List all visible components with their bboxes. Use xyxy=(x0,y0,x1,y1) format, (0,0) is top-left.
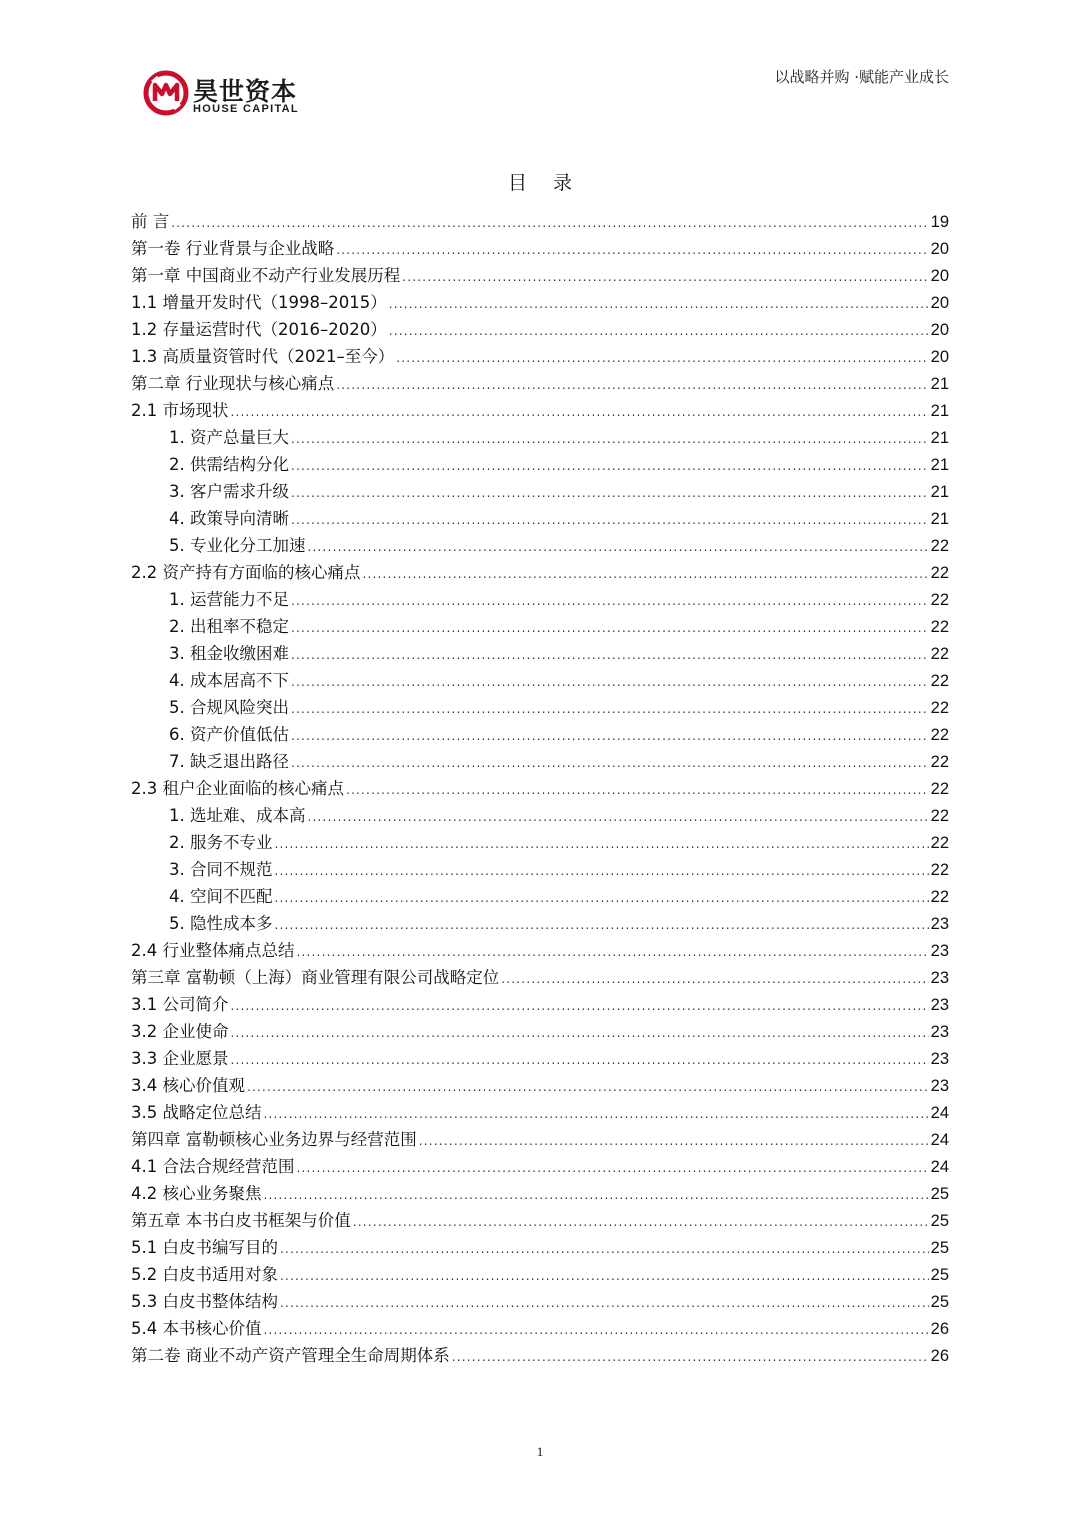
toc-leader-dots xyxy=(231,993,929,1020)
toc-leader-dots xyxy=(336,237,928,264)
toc-entry-title: 2.4 行业整体痛点总结 xyxy=(131,941,295,960)
toc-leader-dots xyxy=(280,1290,929,1317)
toc-leader-dots xyxy=(291,723,929,750)
toc-entry-title: 1.2 存量运营时代（2016–2020） xyxy=(131,320,387,339)
toc-entry-page: 22 xyxy=(930,726,949,744)
toc-entry[interactable] xyxy=(131,262,949,289)
logo-chinese-name: 昊世资本 xyxy=(193,77,298,106)
toc-entry-title: 6. 资产价值低估 xyxy=(169,725,289,744)
toc-entry[interactable] xyxy=(131,1207,949,1234)
toc-entry[interactable] xyxy=(131,802,949,829)
toc-entry-page: 23 xyxy=(930,1023,949,1041)
toc-leader-dots xyxy=(291,426,929,453)
toc-leader-dots xyxy=(275,858,929,885)
toc-entry-page: 22 xyxy=(930,645,949,663)
toc-entry-title: 第五章 本书白皮书框架与价值 xyxy=(131,1211,351,1230)
toc-leader-dots xyxy=(291,750,929,777)
toc-leader-dots xyxy=(275,831,929,858)
toc-entry[interactable] xyxy=(131,910,949,937)
toc-entry-title: 第四章 富勒顿核心业务边界与经营范围 xyxy=(131,1130,417,1149)
toc-entry-page: 21 xyxy=(930,429,949,447)
toc-entry-page: 22 xyxy=(930,564,949,582)
toc-entry[interactable] xyxy=(131,721,949,748)
toc-entry-title: 2. 供需结构分化 xyxy=(169,455,289,474)
toc-entry-title: 5.4 本书核心价值 xyxy=(131,1319,262,1338)
toc-entry-title: 3. 合同不规范 xyxy=(169,860,273,879)
toc-entry-title: 第一卷 行业背景与企业战略 xyxy=(131,239,335,258)
toc-entry-title: 第三章 富勒顿（上海）商业管理有限公司战略定位 xyxy=(131,968,500,987)
toc-entry[interactable] xyxy=(131,1234,949,1261)
toc-entry-page: 22 xyxy=(930,618,949,636)
toc-entry-page: 23 xyxy=(930,1077,949,1095)
toc-entry[interactable] xyxy=(131,1261,949,1288)
toc-title: 目 录 xyxy=(507,172,583,194)
toc-leader-dots xyxy=(280,1236,929,1263)
toc-entry-title: 1. 运营能力不足 xyxy=(169,590,289,609)
toc-leader-dots xyxy=(452,1344,929,1371)
toc-entry-title: 7. 缺乏退出路径 xyxy=(169,752,289,771)
toc-leader-dots xyxy=(291,588,929,615)
toc-entry[interactable] xyxy=(131,1045,949,1072)
toc-leader-dots xyxy=(231,1047,929,1074)
toc-entry-page: 25 xyxy=(930,1239,949,1257)
toc-entry-page: 22 xyxy=(930,780,949,798)
toc-entry[interactable] xyxy=(131,586,949,613)
toc-entry-title: 3.3 企业愿景 xyxy=(131,1049,229,1068)
toc-leader-dots xyxy=(389,291,929,318)
toc-entry[interactable] xyxy=(131,451,949,478)
toc-leader-dots xyxy=(363,561,929,588)
toc-leader-dots xyxy=(308,534,929,561)
toc-leader-dots xyxy=(275,912,929,939)
toc-leader-dots xyxy=(389,318,929,345)
toc-entry-title: 4.1 合法合规经营范围 xyxy=(131,1157,295,1176)
toc-entry-title: 4. 政策导向清晰 xyxy=(169,509,289,528)
toc-leader-dots xyxy=(231,399,929,426)
toc-entry-page: 22 xyxy=(930,753,949,771)
toc-entry-page: 22 xyxy=(930,807,949,825)
toc-entry-title: 3.5 战略定位总结 xyxy=(131,1103,262,1122)
toc-leader-dots xyxy=(291,480,929,507)
toc-leader-dots xyxy=(291,615,929,642)
toc-entry[interactable] xyxy=(131,964,949,991)
toc-entry-page: 20 xyxy=(930,321,949,339)
toc-leader-dots xyxy=(291,642,929,669)
toc-leader-dots xyxy=(419,1128,929,1155)
toc-entry-page: 25 xyxy=(930,1185,949,1203)
toc-leader-dots xyxy=(308,804,929,831)
toc-entry-page: 22 xyxy=(930,834,949,852)
toc-entry-title: 5.1 白皮书编写目的 xyxy=(131,1238,278,1257)
toc-leader-dots xyxy=(346,777,929,804)
header-slogan: 以战略并购 ·赋能产业成长 xyxy=(774,68,949,86)
toc-entry-page: 26 xyxy=(930,1347,949,1365)
toc-entry[interactable] xyxy=(131,316,949,343)
toc-entry[interactable] xyxy=(131,748,949,775)
page-number: 1 xyxy=(536,1444,544,1459)
toc-entry[interactable] xyxy=(131,478,949,505)
toc-entry[interactable] xyxy=(131,667,949,694)
toc-entry-page: 23 xyxy=(930,996,949,1014)
toc-entry[interactable] xyxy=(131,1315,949,1342)
toc-entry-title: 2.2 资产持有方面临的核心痛点 xyxy=(131,563,361,582)
toc-entry[interactable] xyxy=(131,856,949,883)
toc-entry-title: 2.3 租户企业面临的核心痛点 xyxy=(131,779,344,798)
toc-entry-page: 21 xyxy=(930,483,949,501)
toc-leader-dots xyxy=(291,507,929,534)
toc-entry-page: 26 xyxy=(930,1320,949,1338)
toc-entry-title: 1. 选址难、成本高 xyxy=(169,806,306,825)
toc-entry-page: 25 xyxy=(930,1293,949,1311)
toc-entry-page: 20 xyxy=(930,267,949,285)
toc-entry-page: 25 xyxy=(930,1212,949,1230)
toc-entry[interactable] xyxy=(131,424,949,451)
toc-entry-page: 20 xyxy=(930,240,949,258)
toc-leader-dots xyxy=(297,1155,929,1182)
toc-entry-page: 25 xyxy=(930,1266,949,1284)
toc-entry-page: 24 xyxy=(930,1131,949,1149)
toc-entry[interactable] xyxy=(131,775,949,802)
toc-leader-dots xyxy=(297,939,929,966)
toc-entry-title: 3. 租金收缴困难 xyxy=(169,644,289,663)
toc-leader-dots xyxy=(247,1074,929,1101)
toc-entry-page: 21 xyxy=(930,510,949,528)
toc-entry[interactable] xyxy=(131,532,949,559)
toc-entry-title: 1.3 高质量资管时代（2021–至今） xyxy=(131,347,395,366)
toc-leader-dots xyxy=(402,264,928,291)
toc-entry[interactable] xyxy=(131,208,949,235)
toc-entry[interactable] xyxy=(131,1018,949,1045)
toc-entry-page: 22 xyxy=(930,861,949,879)
table-of-contents xyxy=(131,208,949,1369)
toc-entry-page: 23 xyxy=(930,942,949,960)
toc-entry-title: 3.2 企业使命 xyxy=(131,1022,229,1041)
toc-leader-dots xyxy=(353,1209,929,1236)
toc-entry-title: 2. 出租率不稳定 xyxy=(169,617,289,636)
toc-entry-page: 21 xyxy=(930,375,949,393)
toc-entry-title: 5. 隐性成本多 xyxy=(169,914,273,933)
toc-entry[interactable] xyxy=(131,1099,949,1126)
toc-entry-title: 前 言 xyxy=(131,212,170,231)
toc-entry-page: 21 xyxy=(930,456,949,474)
toc-entry[interactable] xyxy=(131,289,949,316)
toc-entry-title: 1. 资产总量巨大 xyxy=(169,428,289,447)
house-capital-logo xyxy=(143,70,313,122)
toc-entry-title: 4.2 核心业务聚焦 xyxy=(131,1184,262,1203)
toc-leader-dots xyxy=(264,1182,929,1209)
toc-entry-page: 22 xyxy=(930,699,949,717)
toc-entry-page: 23 xyxy=(930,915,949,933)
toc-leader-dots xyxy=(171,210,928,237)
toc-entry[interactable] xyxy=(131,613,949,640)
toc-entry-title: 2.1 市场现状 xyxy=(131,401,229,420)
toc-entry-page: 24 xyxy=(930,1158,949,1176)
toc-entry-title: 5. 合规风险突出 xyxy=(169,698,289,717)
toc-entry-title: 第一章 中国商业不动产行业发展历程 xyxy=(131,266,401,285)
toc-entry-page: 21 xyxy=(930,402,949,420)
logo-english-name: HOUSE CAPITAL xyxy=(193,103,299,115)
toc-entry[interactable] xyxy=(131,1072,949,1099)
toc-entry-page: 19 xyxy=(930,213,949,231)
toc-leader-dots xyxy=(264,1101,929,1128)
toc-entry[interactable] xyxy=(131,1180,949,1207)
toc-entry[interactable] xyxy=(131,1342,949,1369)
toc-entry[interactable] xyxy=(131,1288,949,1315)
toc-leader-dots xyxy=(275,885,929,912)
toc-entry-page: 22 xyxy=(930,591,949,609)
toc-entry-title: 1.1 增量开发时代（1998–2015） xyxy=(131,293,387,312)
toc-entry[interactable] xyxy=(131,883,949,910)
toc-leader-dots xyxy=(231,1020,929,1047)
toc-entry[interactable] xyxy=(131,829,949,856)
toc-entry-page: 22 xyxy=(930,888,949,906)
toc-entry[interactable] xyxy=(131,505,949,532)
toc-entry-title: 4. 空间不匹配 xyxy=(169,887,273,906)
toc-entry-page: 20 xyxy=(930,348,949,366)
toc-entry[interactable] xyxy=(131,343,949,370)
toc-entry[interactable] xyxy=(131,370,949,397)
toc-entry-title: 5.3 白皮书整体结构 xyxy=(131,1292,278,1311)
toc-entry-title: 3.4 核心价值观 xyxy=(131,1076,245,1095)
toc-entry-page: 22 xyxy=(930,537,949,555)
toc-entry-title: 5.2 白皮书适用对象 xyxy=(131,1265,278,1284)
toc-entry-page: 20 xyxy=(930,294,949,312)
toc-leader-dots xyxy=(291,696,929,723)
toc-entry[interactable] xyxy=(131,559,949,586)
toc-entry[interactable] xyxy=(131,937,949,964)
toc-entry-title: 3.1 公司简介 xyxy=(131,995,229,1014)
toc-entry-page: 23 xyxy=(930,1050,949,1068)
logo-mark-icon xyxy=(143,70,189,116)
toc-leader-dots xyxy=(336,372,928,399)
toc-entry[interactable] xyxy=(131,1126,949,1153)
toc-entry-page: 22 xyxy=(930,672,949,690)
toc-leader-dots xyxy=(396,345,928,372)
toc-leader-dots xyxy=(291,453,929,480)
toc-entry-page: 24 xyxy=(930,1104,949,1122)
toc-entry-title: 3. 客户需求升级 xyxy=(169,482,289,501)
toc-entry[interactable] xyxy=(131,991,949,1018)
toc-leader-dots xyxy=(291,669,929,696)
toc-entry[interactable] xyxy=(131,397,949,424)
toc-leader-dots xyxy=(280,1263,929,1290)
toc-entry[interactable] xyxy=(131,235,949,262)
toc-entry-title: 5. 专业化分工加速 xyxy=(169,536,306,555)
toc-entry[interactable] xyxy=(131,640,949,667)
toc-entry[interactable] xyxy=(131,694,949,721)
toc-leader-dots xyxy=(501,966,928,993)
toc-entry-page: 23 xyxy=(930,969,949,987)
toc-entry[interactable] xyxy=(131,1153,949,1180)
toc-entry-title: 第二章 行业现状与核心痛点 xyxy=(131,374,335,393)
toc-entry-title: 第二卷 商业不动产资产管理全生命周期体系 xyxy=(131,1346,450,1365)
toc-entry-title: 2. 服务不专业 xyxy=(169,833,273,852)
toc-entry-title: 4. 成本居高不下 xyxy=(169,671,289,690)
toc-leader-dots xyxy=(264,1317,929,1344)
